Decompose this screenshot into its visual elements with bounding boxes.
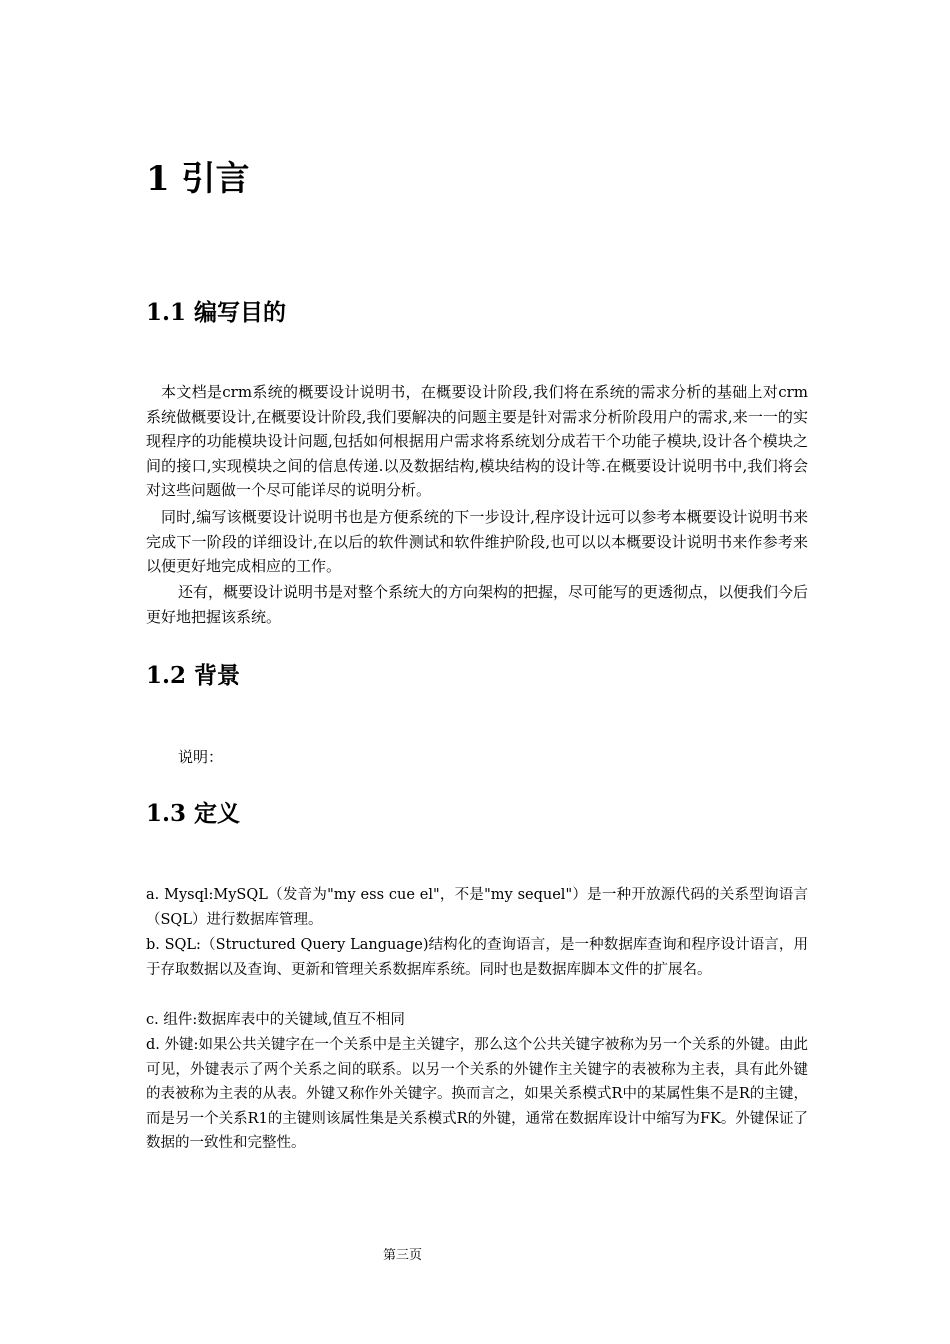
- page-number-footer: 第三页: [382, 1248, 422, 1263]
- purpose-paragraph-2: 同时,编写该概要设计说明书也是方便系统的下一步设计,程序设计远可以参考本概要设计说明书来完成下一阶段的详细设计,在以后的软件测试和软件维护阶段,也可以以本概要设计说明书来作参考来以便更好地完成相应的工作。: [146, 508, 808, 576]
- section-title-purpose: 1.1 编写目的: [146, 299, 287, 326]
- purpose-paragraph-1: 本文档是crm系统的概要设计说明书，在概要设计阶段,我们将在系统的需求分析的基础上对crm系统做概要设计,在概要设计阶段,我们要解决的问题主要是针对需求分析阶段用户的需求,来一一的实现程序的功能模块设计问题,包括如何根据用户需求将系统划分成若干个功能子模块,设计各个模块之间的接口,实现模块之间的信息传递.以及数据结构,模块结构的设计等.在概要设计说明书中,我们将会对这些问题做一个尽可能详尽的说明分析。: [146, 383, 808, 500]
- definition-item-d: d. 外键:如果公共关键字在一个关系中是主关键字，那么这个公共关键字被称为另一个关系的外键。由此可见，外键表示了两个关系之间的联系。以另一个关系的外键作主关键字的表被称为主表，具有此外键的表被称为主表的从表。外键又称作外关键字。换而言之，如果关系模式R中的某属性集不是R的主键，而是另一个关系R1的主键则该属性集是关系模式R的外键，通常在数据库设计中缩写为FK。外键保证了数据的一致性和完整性。: [146, 1037, 808, 1152]
- definition-item-c: c. 组件:数据库表中的关键域,值互不相同: [146, 1012, 405, 1028]
- definition-item-b: b. SQL:（Structured Query Language)结构化的查询语言，是一种数据库查询和程序设计语言，用于存取数据以及查询、更新和管理关系数据库系统。同时也是数据库脚本文件的扩展名。: [146, 937, 808, 978]
- background-note: 说明：: [178, 748, 224, 766]
- definition-item-a: a. Mysql:MySQL（发音为"my ess cue el"，不是"my sequel"）是一种开放源代码的关系型询语言（SQL）进行数据库管理。: [146, 887, 808, 928]
- purpose-paragraph-3: 还有，概要设计说明书是对整个系统大的方向架构的把握，尽可能写的更透彻点，以便我们今后更好地把握该系统。: [146, 583, 809, 626]
- section-title-definitions: 1.3 定义: [146, 800, 241, 827]
- section-title-background: 1.2 背景: [146, 662, 241, 689]
- chapter-title: 1 引言: [146, 159, 250, 199]
